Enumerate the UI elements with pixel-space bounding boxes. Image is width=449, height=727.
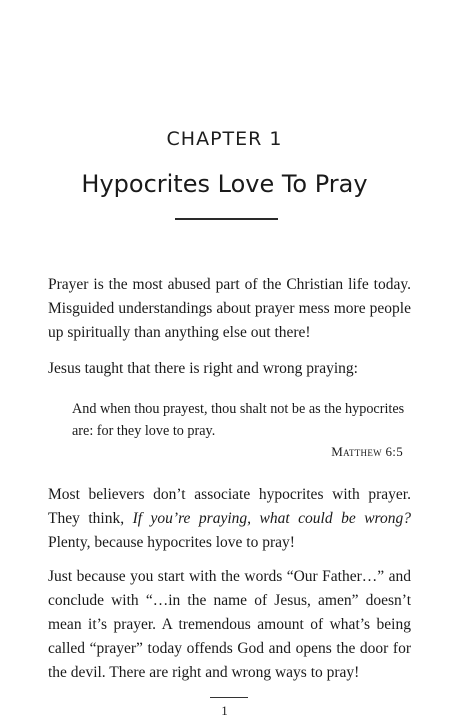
paragraph-3 <box>48 483 411 555</box>
chapter-title: Hypocrites Love To Pray <box>81 170 368 198</box>
paragraph-4: Just because you start with the words “Our Father…” and conclude with “…in the name of Jesus, amen” doesn’t mean it’s prayer. A tremendous amount of what’s being called “prayer” today offends God and opens the door for the devil. There are right and wrong ways to pray! <box>48 568 411 681</box>
paragraph-3-end: Plenty, because hypocrites love to pray! <box>48 534 295 551</box>
title-divider <box>175 218 278 220</box>
paragraph-1: Prayer is the most abused part of the Christian life today. Misguided understandings about prayer mess more people up spiritually than anything else out there! <box>48 276 411 341</box>
paragraph-2: Jesus taught that there is right and wrong praying: <box>48 360 358 377</box>
chapter-label: CHAPTER 1 <box>166 128 283 150</box>
scripture-reference: Matthew 6:5 <box>331 444 403 459</box>
folio-divider <box>210 697 248 698</box>
scripture-quote: And when thou prayest, thou shalt not be as the hypocrites are: for they love to pray. <box>72 401 405 439</box>
paragraph-3-start: Most believers don’t associate hypocrites with prayer. They think, <box>48 486 411 527</box>
paragraph-3-italic: If you’re praying, what could be wrong? <box>132 510 411 527</box>
page-number: 1 <box>221 703 228 718</box>
